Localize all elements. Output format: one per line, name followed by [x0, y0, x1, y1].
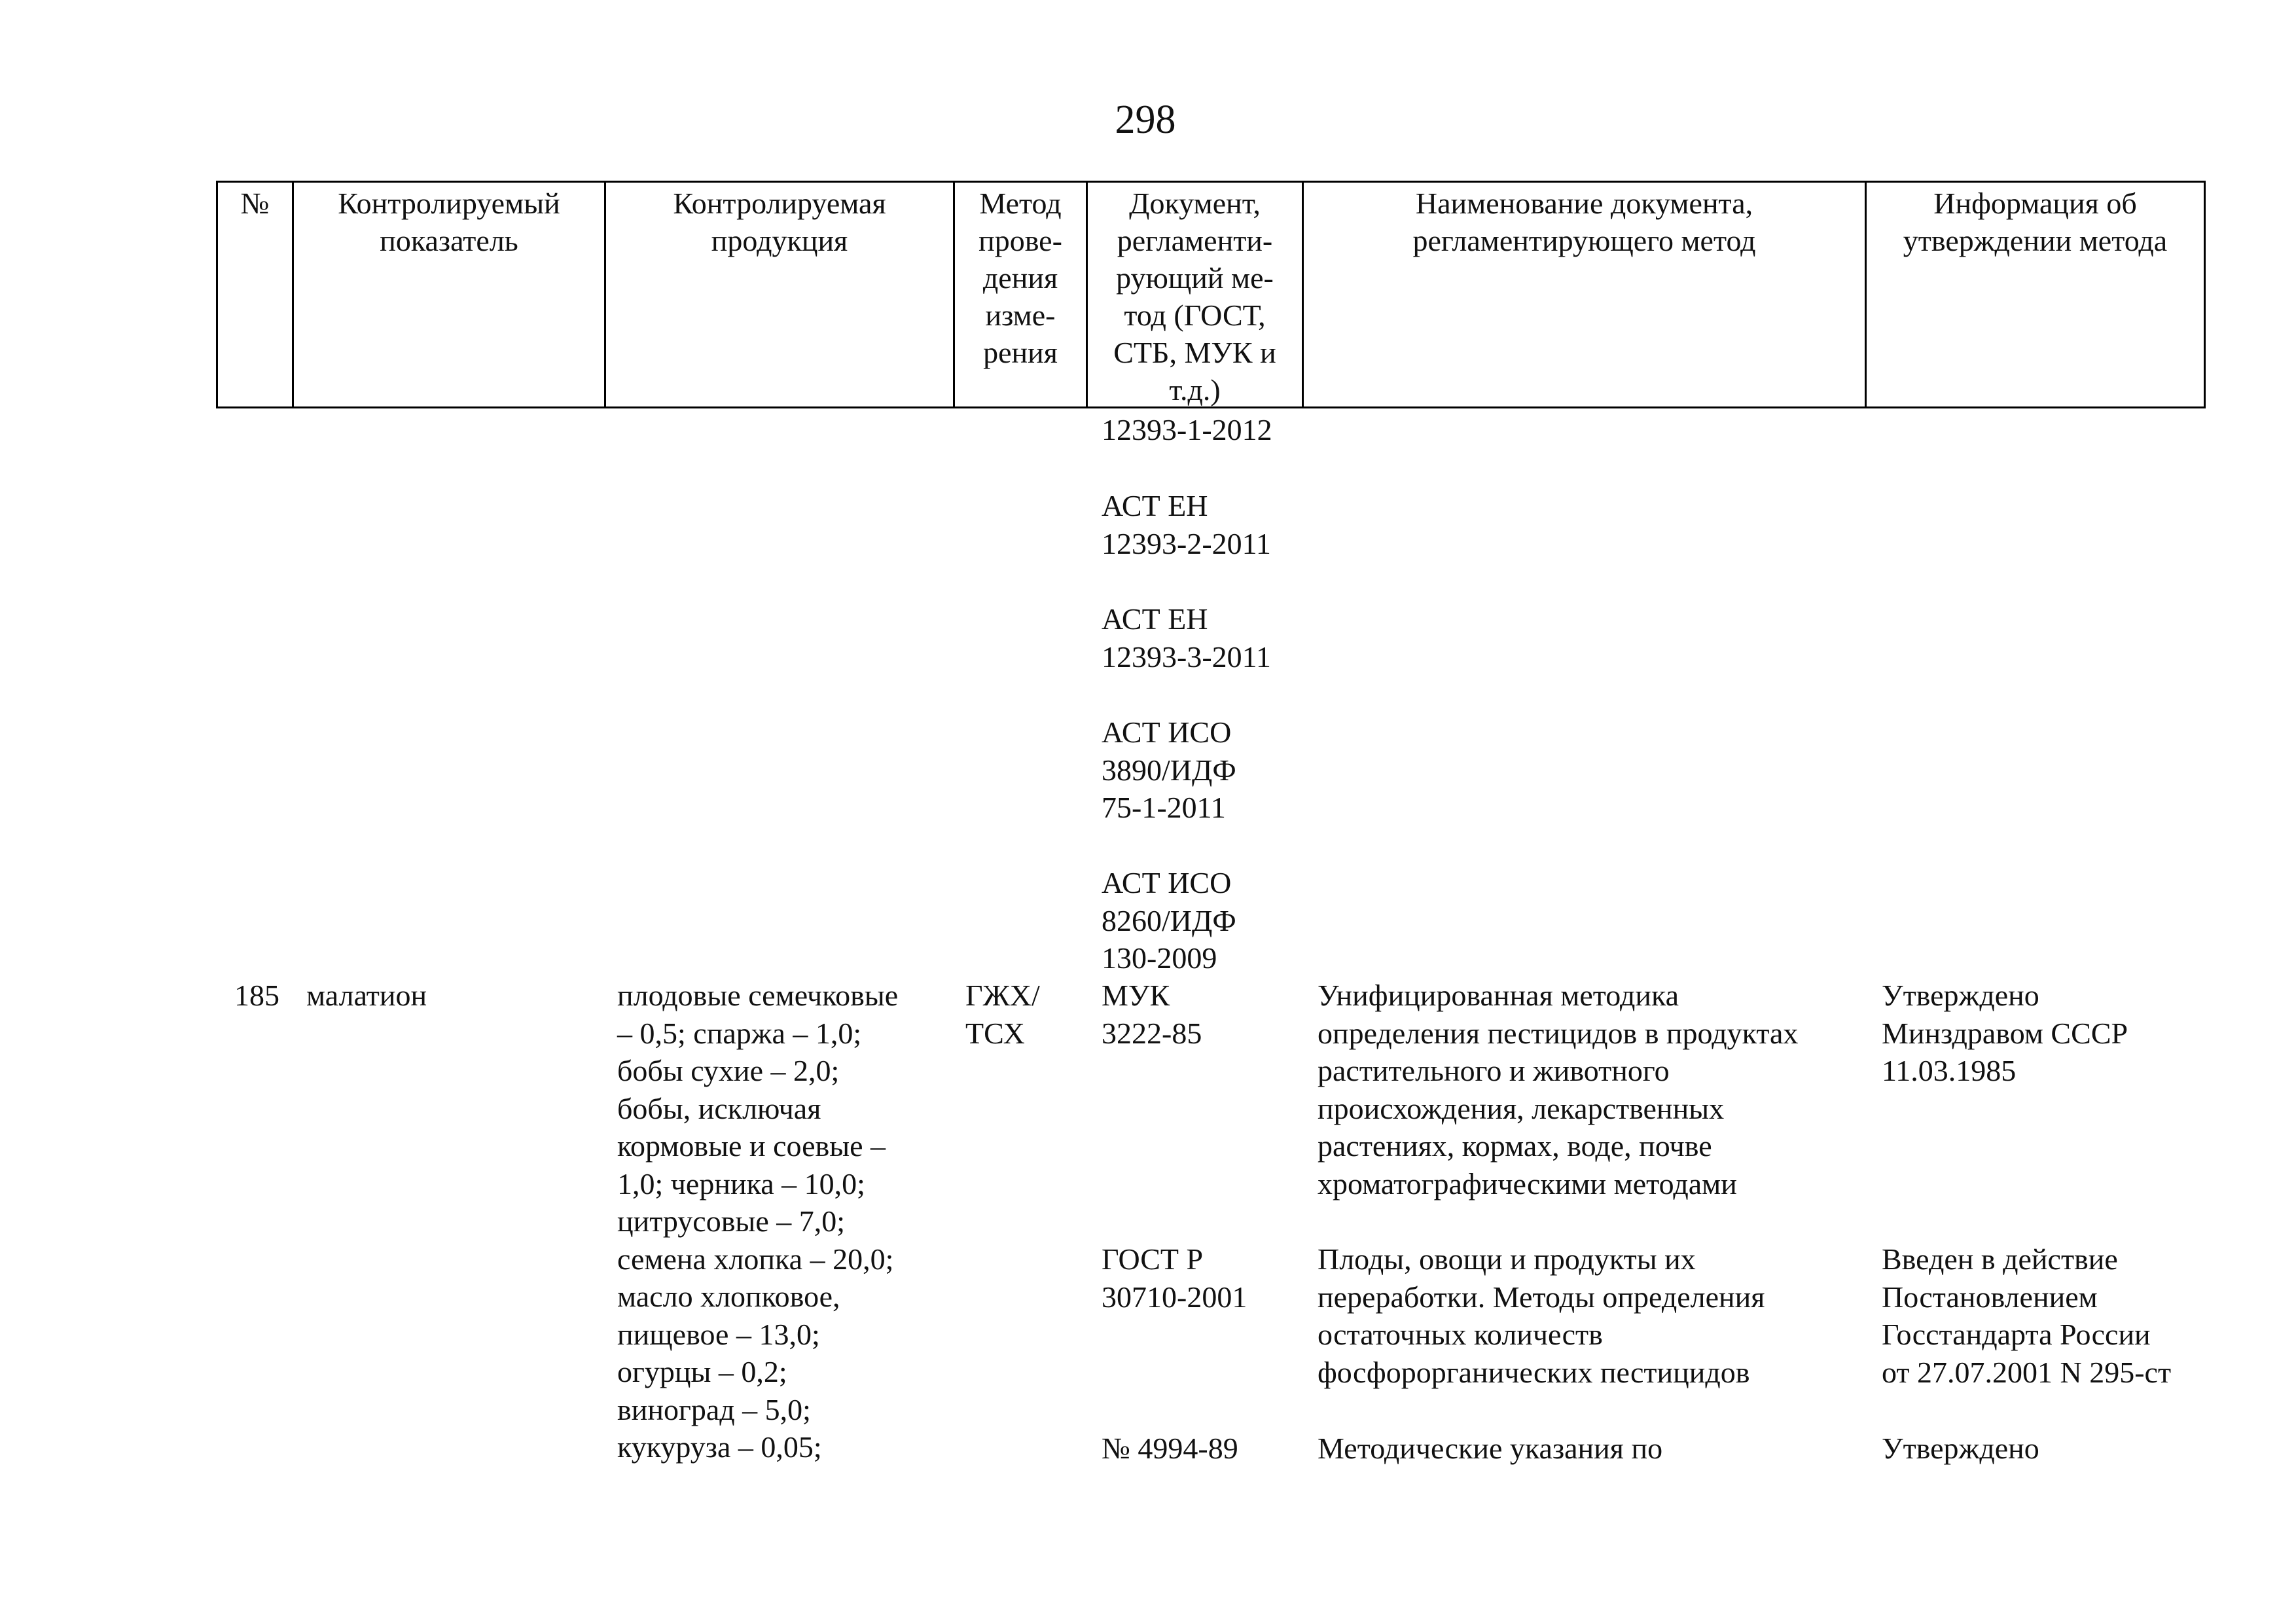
- continuation-doc: [1102, 864, 1236, 977]
- method-line: ТСХ: [965, 1016, 1025, 1050]
- header-product-line: продукция: [711, 224, 848, 257]
- continuation-doc: [1102, 713, 1236, 827]
- header-document: [1086, 183, 1302, 406]
- header-indicator-line: Контролируемый: [338, 187, 560, 220]
- header-method: [953, 183, 1086, 406]
- doc-code-line: 3222-85: [1102, 1016, 1202, 1050]
- row-method: [965, 977, 1040, 1052]
- doc-approval-line: Утверждено: [1882, 979, 2039, 1012]
- continuation-doc-line: 3890/ИДФ: [1102, 753, 1236, 787]
- header-doc-name-line: регламентирующего метод: [1412, 224, 1756, 257]
- row-product: [617, 977, 898, 1466]
- product-line: плодовые семечковые: [617, 979, 899, 1012]
- doc-name-line: Плоды, овощи и продукты их: [1318, 1242, 1696, 1276]
- product-line: масло хлопковое,: [617, 1280, 840, 1313]
- row-number: 185: [234, 979, 279, 1012]
- doc-name: [1318, 1430, 1662, 1468]
- doc-approval-line: Постановлением: [1882, 1280, 2098, 1314]
- doc-approval: [1882, 1240, 2171, 1391]
- continuation-doc-line: 12393-1-2012: [1102, 413, 1272, 446]
- product-line: пищевое – 13,0;: [617, 1317, 820, 1351]
- row-indicator: малатион: [306, 979, 427, 1012]
- continuation-doc-line: 8260/ИДФ: [1102, 903, 1236, 937]
- product-line: кукуруза – 0,05;: [617, 1430, 822, 1464]
- product-line: семена хлопка – 20,0;: [617, 1242, 894, 1276]
- header-document-line: СТБ, МУК и: [1113, 336, 1276, 369]
- doc-code-line: ГОСТ Р: [1102, 1242, 1204, 1276]
- header-method-line: изме-: [985, 298, 1056, 332]
- header-document-line: регламенти-: [1117, 224, 1273, 257]
- doc-name-line: переработки. Методы определения: [1318, 1280, 1765, 1314]
- doc-approval-line: Введен в действие: [1882, 1242, 2118, 1276]
- product-line: виноград – 5,0;: [617, 1392, 811, 1426]
- header-approval: [1865, 183, 2204, 406]
- doc-approval-line: Минздравом СССР: [1882, 1016, 2128, 1050]
- doc-name-line: растительного и животного: [1318, 1054, 1670, 1087]
- header-no-label: №: [240, 187, 270, 220]
- continuation-doc-line: АСТ ИСО: [1102, 866, 1232, 899]
- doc-approval: [1882, 977, 2128, 1090]
- continuation-doc: [1102, 487, 1271, 562]
- doc-name-line: остаточных количеств: [1318, 1318, 1603, 1351]
- header-approval-line: Информация об: [1933, 187, 2137, 220]
- doc-name-line: хроматографическими методами: [1318, 1166, 1737, 1200]
- doc-name-line: происхождения, лекарственных: [1318, 1091, 1725, 1125]
- doc-code-line: № 4994-89: [1102, 1432, 1238, 1465]
- header-indicator-line: показатель: [380, 224, 518, 257]
- continuation-doc: [1102, 411, 1272, 449]
- continuation-doc-line: АСТ ЕН: [1102, 489, 1208, 522]
- header-document-line: т.д.): [1169, 373, 1221, 406]
- page-number: 298: [1115, 98, 1176, 142]
- header-document-line: Документ,: [1129, 187, 1261, 220]
- header-method-line: прове-: [978, 224, 1062, 257]
- continuation-doc-line: 12393-2-2011: [1102, 526, 1271, 560]
- doc-name-line: Методические указания по: [1318, 1432, 1663, 1465]
- header-document-line: тод (ГОСТ,: [1124, 298, 1266, 332]
- header-method-line: Метод: [979, 187, 1062, 220]
- continuation-doc-line: 75-1-2011: [1102, 791, 1226, 824]
- header-product-line: Контролируемая: [673, 187, 886, 220]
- doc-code: [1102, 1430, 1238, 1468]
- doc-name-line: Унифицированная методика: [1318, 979, 1679, 1012]
- header-approval-line: утверждении метода: [1903, 224, 2168, 257]
- header-indicator: [292, 183, 604, 406]
- product-line: цитрусовые – 7,0;: [617, 1204, 846, 1238]
- product-line: – 0,5; спаржа – 1,0;: [617, 1016, 862, 1050]
- continuation-doc-line: АСТ ИСО: [1102, 715, 1232, 749]
- doc-name-line: фосфорорганических пестицидов: [1318, 1355, 1750, 1389]
- header-no: [218, 183, 292, 406]
- header-doc-name: [1302, 183, 1865, 406]
- doc-code-line: МУК: [1102, 979, 1170, 1012]
- product-line: огурцы – 0,2;: [617, 1355, 787, 1388]
- continuation-doc-line: АСТ ЕН: [1102, 602, 1208, 636]
- product-line: 1,0; черника – 10,0;: [617, 1166, 865, 1200]
- doc-name-line: растениях, кормах, воде, почве: [1318, 1129, 1712, 1163]
- method-line: ГЖХ/: [965, 979, 1040, 1012]
- continuation-doc: [1102, 600, 1271, 676]
- header-product: [604, 183, 953, 406]
- doc-name: [1318, 977, 1798, 1202]
- doc-approval-line: от 27.07.2001 N 295-ст: [1882, 1355, 2172, 1389]
- header-method-line: дения: [982, 261, 1058, 295]
- header-doc-name-line: Наименование документа,: [1415, 187, 1753, 220]
- continuation-doc-line: 130-2009: [1102, 941, 1217, 975]
- doc-code: [1102, 977, 1202, 1052]
- product-line: бобы, исключая: [617, 1091, 821, 1125]
- doc-approval-line: Госстандарта России: [1882, 1318, 2151, 1351]
- product-line: бобы сухие – 2,0;: [617, 1054, 840, 1087]
- doc-name: [1318, 1240, 1765, 1391]
- doc-code: [1102, 1240, 1247, 1316]
- product-line: кормовые и соевые –: [617, 1129, 886, 1163]
- header-method-line: рения: [983, 336, 1058, 369]
- doc-code-line: 30710-2001: [1102, 1280, 1247, 1314]
- doc-approval-line: 11.03.1985: [1882, 1054, 2017, 1087]
- doc-approval-line: Утверждено: [1882, 1432, 2039, 1465]
- doc-approval: [1882, 1430, 2039, 1468]
- table-header: [216, 181, 2206, 408]
- header-document-line: рующий ме-: [1116, 261, 1274, 295]
- continuation-doc-line: 12393-3-2011: [1102, 640, 1271, 674]
- doc-name-line: определения пестицидов в продуктах: [1318, 1016, 1799, 1050]
